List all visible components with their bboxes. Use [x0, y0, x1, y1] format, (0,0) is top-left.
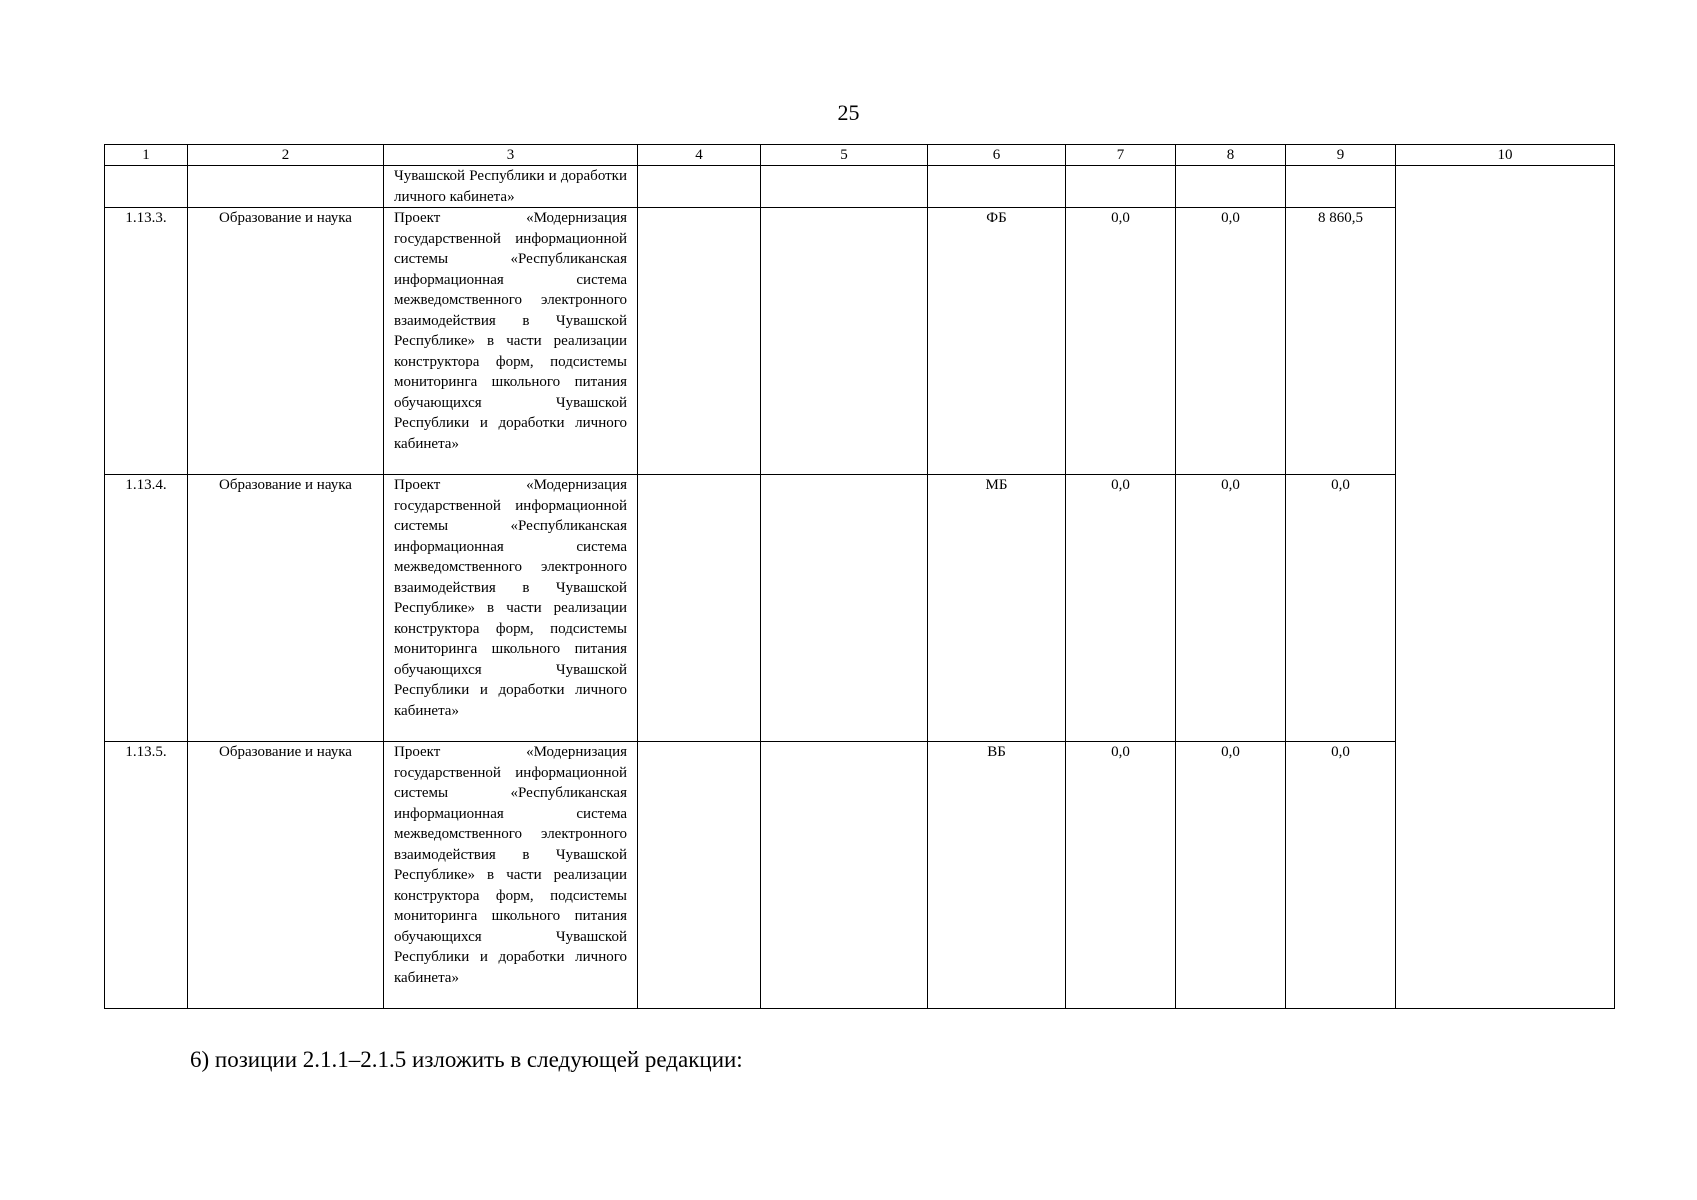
table-row: [105, 742, 1615, 1009]
value-col8-cell: 0,0: [1176, 208, 1286, 475]
table-row: [105, 208, 1615, 475]
cell-empty: [105, 166, 188, 208]
column-number-row: [105, 145, 1615, 166]
column-header: 8: [1176, 145, 1286, 166]
project-name-cell: Проект «Модернизация государственной информационной системы «Республиканская информационная система межведомственного электронного взаимодействия в Чувашской Республике» в части реализации конструктора форм, подсистемы мониторинга школьного питания обучающихся Чувашской Республики и доработки личного кабинета»: [384, 475, 638, 742]
column-4-cell: [638, 742, 761, 1009]
cell-empty: [638, 166, 761, 208]
value-col7-cell: 0,0: [1066, 742, 1176, 1009]
value-col9-cell: 0,0: [1286, 742, 1396, 1009]
column-header: 2: [188, 145, 384, 166]
column-header: 3: [384, 145, 638, 166]
value-col7-cell: 0,0: [1066, 208, 1176, 475]
column-header: 7: [1066, 145, 1176, 166]
project-name-cell: Чувашской Республики и доработки личного кабинета»: [384, 166, 638, 208]
cell-empty: [928, 166, 1066, 208]
funding-source-cell: ВБ: [928, 742, 1066, 1009]
value-col7-cell: 0,0: [1066, 475, 1176, 742]
row-number-cell: 1.13.4.: [105, 475, 188, 742]
row-number-cell: 1.13.5.: [105, 742, 188, 1009]
column-5-cell: [761, 208, 928, 475]
column-4-cell: [638, 475, 761, 742]
value-col9-cell: 0,0: [1286, 475, 1396, 742]
value-col8-cell: 0,0: [1176, 742, 1286, 1009]
column-10-cell: [1396, 166, 1615, 1009]
cell-empty: [761, 166, 928, 208]
cell-empty: [1066, 166, 1176, 208]
column-header: 4: [638, 145, 761, 166]
document-table: [104, 144, 1615, 1009]
cell-empty: [188, 166, 384, 208]
column-5-cell: [761, 475, 928, 742]
continuation-row: [105, 166, 1615, 208]
funding-source-cell: МБ: [928, 475, 1066, 742]
value-col8-cell: 0,0: [1176, 475, 1286, 742]
column-header: 10: [1396, 145, 1615, 166]
sphere-cell: Образование и наука: [188, 208, 384, 475]
table-row: [105, 475, 1615, 742]
column-header: 1: [105, 145, 188, 166]
column-header: 9: [1286, 145, 1396, 166]
column-header: 5: [761, 145, 928, 166]
column-header: 6: [928, 145, 1066, 166]
funding-source-cell: ФБ: [928, 208, 1066, 475]
cell-empty: [1176, 166, 1286, 208]
page-number: 25: [837, 100, 860, 125]
value-col9-cell: 8 860,5: [1286, 208, 1396, 475]
column-5-cell: [761, 742, 928, 1009]
sphere-cell: Образование и наука: [188, 475, 384, 742]
project-name-cell: Проект «Модернизация государственной информационной системы «Республиканская информационная система межведомственного электронного взаимодействия в Чувашской Республике» в части реализации конструктора форм, подсистемы мониторинга школьного питания обучающихся Чувашской Республики и доработки личного кабинета»: [384, 742, 638, 1009]
project-name-cell: Проект «Модернизация государственной информационной системы «Республиканская информационная система межведомственного электронного взаимодействия в Чувашской Республике» в части реализации конструктора форм, подсистемы мониторинга школьного питания обучающихся Чувашской Республики и доработки личного кабинета»: [384, 208, 638, 475]
row-number-cell: 1.13.3.: [105, 208, 188, 475]
sphere-cell: Образование и наука: [188, 742, 384, 1009]
cell-empty: [1286, 166, 1396, 208]
amendment-text: 6) позиции 2.1.1–2.1.5 изложить в следующей редакции:: [190, 1047, 743, 1072]
column-4-cell: [638, 208, 761, 475]
